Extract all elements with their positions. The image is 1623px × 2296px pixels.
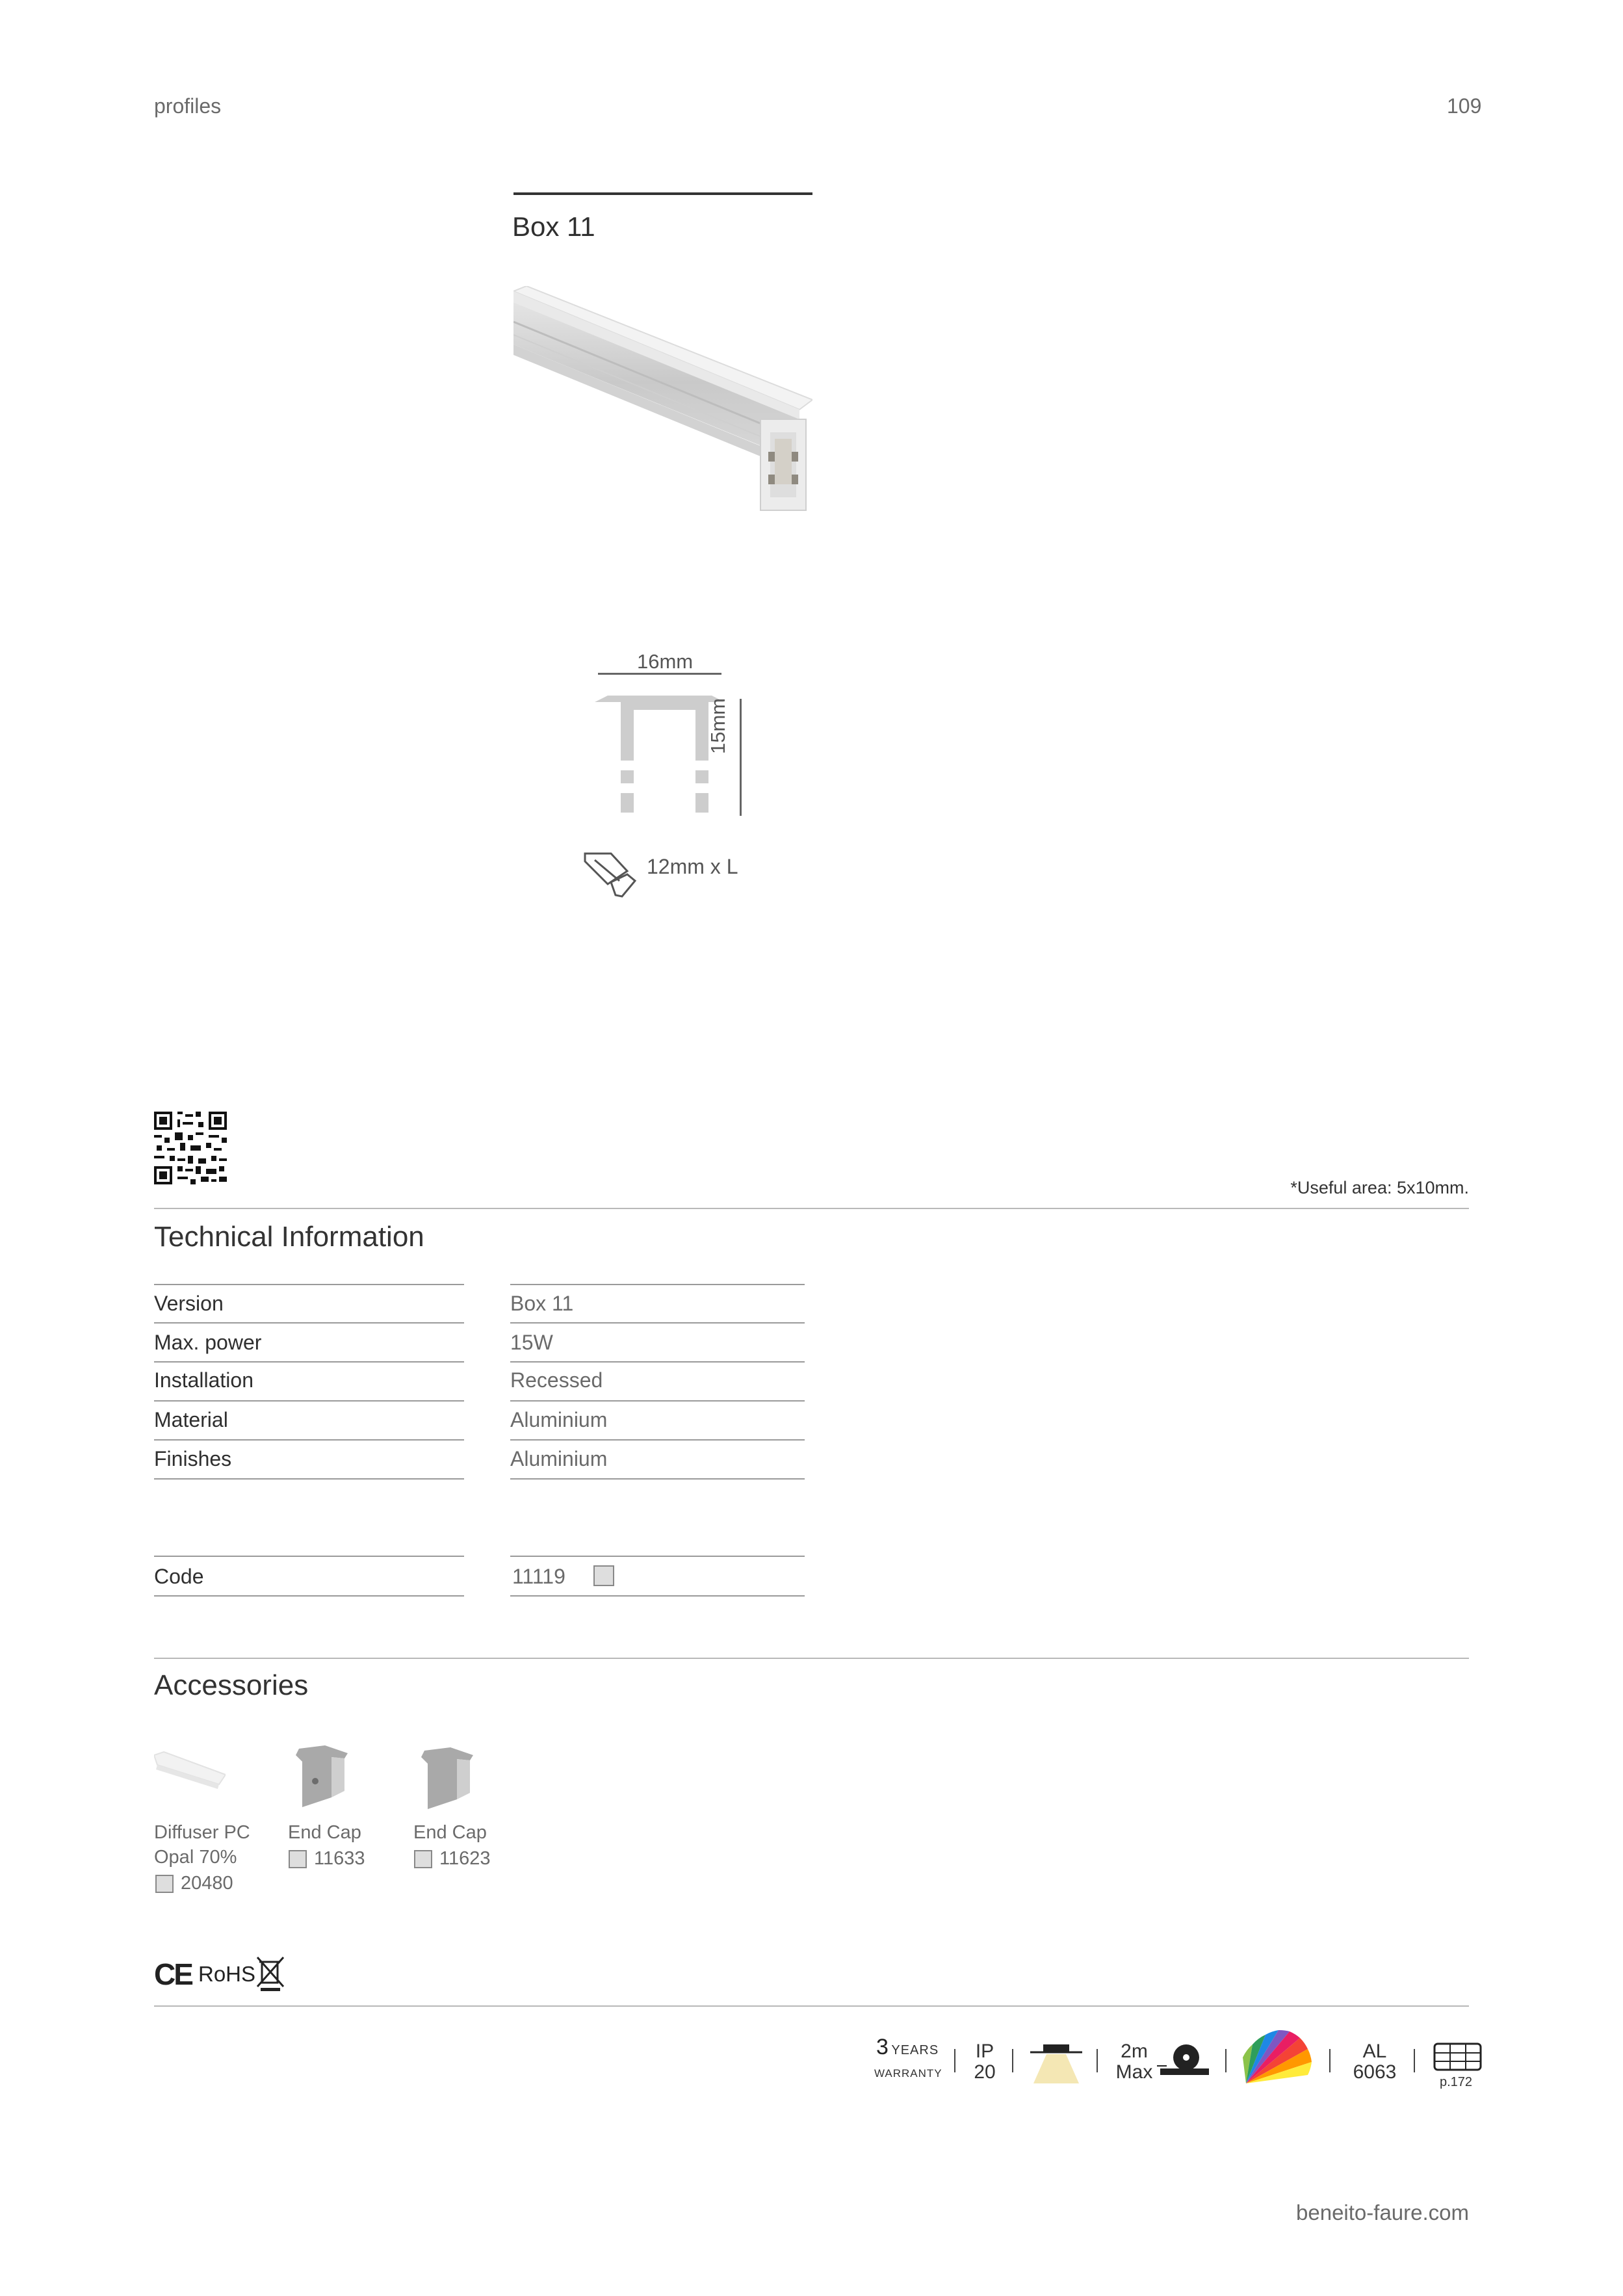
end-cap-image bbox=[418, 1747, 476, 1812]
accessory-swatch bbox=[414, 1850, 432, 1868]
row-line bbox=[154, 1284, 464, 1285]
height-dimension-line bbox=[740, 699, 742, 816]
tech-value-code: 11119 bbox=[512, 1565, 565, 1588]
row-line bbox=[510, 1400, 805, 1402]
color-fan-icon bbox=[1243, 2028, 1314, 2087]
product-title: Box 11 bbox=[512, 211, 595, 242]
ip-label: IP bbox=[975, 2041, 994, 2062]
tech-label-installation: Installation bbox=[154, 1368, 253, 1392]
header-section-label: profiles bbox=[154, 94, 222, 118]
diffuser-image bbox=[154, 1749, 226, 1807]
tech-value-installation: Recessed bbox=[510, 1368, 603, 1392]
accessory-swatch bbox=[289, 1850, 307, 1868]
product-image bbox=[513, 286, 812, 520]
saw-cut-icon bbox=[1157, 2041, 1209, 2080]
badge-separator bbox=[1414, 2049, 1415, 2072]
alloy-label: AL bbox=[1362, 2041, 1387, 2062]
row-line bbox=[510, 1361, 805, 1363]
weee-bin-icon bbox=[255, 1955, 285, 1992]
badge-separator bbox=[1329, 2049, 1331, 2072]
badge-separator bbox=[1097, 2049, 1098, 2072]
accessory-code-end-cap-1: 11633 bbox=[314, 1848, 365, 1869]
warranty-years-label: YEARS bbox=[891, 2043, 939, 2057]
tech-value-version: Box 11 bbox=[510, 1292, 574, 1315]
accessory-name-diffuser-line2: Opal 70% bbox=[154, 1847, 237, 1868]
row-line bbox=[510, 1595, 805, 1597]
useful-area-note: *Useful area: 5x10mm. bbox=[1290, 1178, 1469, 1197]
accessory-name-end-cap-2: End Cap bbox=[413, 1822, 487, 1843]
accessories-title: Accessories bbox=[154, 1669, 309, 1701]
technical-information-title: Technical Information bbox=[154, 1221, 424, 1253]
tech-value-material: Aluminium bbox=[510, 1408, 608, 1431]
page-number: 109 bbox=[1447, 94, 1482, 118]
tech-label-material: Material bbox=[154, 1408, 228, 1431]
warranty-number: 3 bbox=[876, 2035, 889, 2059]
finish-swatch bbox=[593, 1565, 614, 1586]
accessory-code-diffuser: 20480 bbox=[181, 1873, 233, 1894]
profile-cross-section bbox=[595, 696, 725, 819]
alloy-grade: 6063 bbox=[1353, 2061, 1397, 2083]
cut-length-icon bbox=[582, 848, 640, 900]
max-length-value: 2m bbox=[1121, 2041, 1148, 2062]
tech-label-max-power: Max. power bbox=[154, 1331, 262, 1354]
ce-mark-icon: CE bbox=[154, 1957, 192, 1991]
width-dimension-label: 16mm bbox=[637, 650, 694, 673]
end-cap-image bbox=[292, 1745, 351, 1810]
height-dimension-label: 15mm bbox=[707, 698, 729, 754]
row-line bbox=[510, 1478, 805, 1480]
row-line bbox=[154, 1361, 464, 1363]
section-divider bbox=[154, 1658, 1469, 1659]
badge-separator bbox=[954, 2049, 955, 2072]
accessory-name-diffuser: Diffuser PC bbox=[154, 1822, 250, 1843]
rohs-label: RoHS bbox=[198, 1962, 256, 1986]
tech-label-version: Version bbox=[154, 1292, 224, 1315]
row-line bbox=[510, 1439, 805, 1441]
page-reference[interactable]: p.172 bbox=[1440, 2075, 1473, 2089]
row-line bbox=[510, 1284, 805, 1285]
tech-value-max-power: 15W bbox=[510, 1331, 553, 1354]
width-dimension-line bbox=[598, 673, 721, 675]
tech-label-finishes: Finishes bbox=[154, 1447, 232, 1470]
grid-reference-icon bbox=[1433, 2042, 1482, 2074]
row-line bbox=[154, 1400, 464, 1402]
badge-separator bbox=[1012, 2049, 1013, 2072]
title-rule bbox=[513, 192, 812, 195]
accessory-swatch bbox=[155, 1875, 174, 1893]
recessed-light-icon bbox=[1030, 2041, 1082, 2087]
warranty-label: WARRANTY bbox=[874, 2067, 942, 2080]
row-line bbox=[154, 1556, 464, 1557]
tech-value-finishes: Aluminium bbox=[510, 1447, 608, 1470]
row-line bbox=[510, 1322, 805, 1324]
max-length-label: Max bbox=[1115, 2061, 1153, 2083]
website-link[interactable]: beneito-faure.com bbox=[1296, 2200, 1469, 2224]
tech-label-code: Code bbox=[154, 1565, 204, 1588]
row-line bbox=[510, 1556, 805, 1557]
row-line bbox=[154, 1595, 464, 1597]
accessory-code-end-cap-2: 11623 bbox=[439, 1848, 491, 1869]
row-line bbox=[154, 1322, 464, 1324]
row-line bbox=[154, 1439, 464, 1441]
ip-rating: 20 bbox=[974, 2061, 996, 2083]
warranty-badge bbox=[876, 2035, 939, 2060]
accessory-name-end-cap-1: End Cap bbox=[288, 1822, 361, 1843]
qr-code-icon[interactable] bbox=[154, 1112, 227, 1184]
cut-length-label: 12mm x L bbox=[647, 855, 738, 878]
row-line bbox=[154, 1478, 464, 1480]
section-divider bbox=[154, 2005, 1469, 2007]
badge-separator bbox=[1225, 2049, 1227, 2072]
section-divider bbox=[154, 1208, 1469, 1209]
